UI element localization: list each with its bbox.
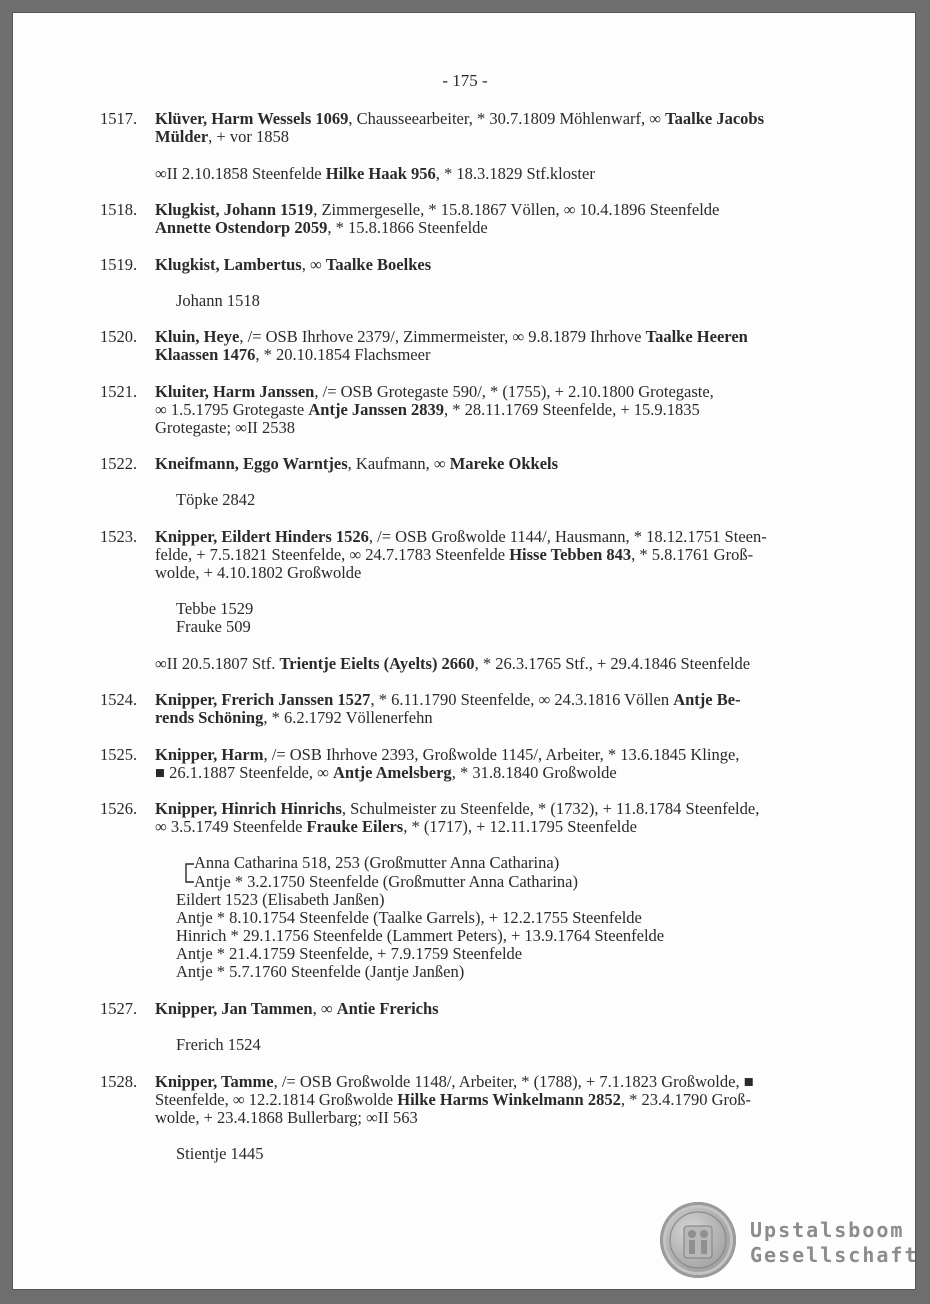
entry-name-bold: Klaassen 1476 (155, 345, 256, 364)
entry-line (155, 1073, 865, 1091)
entry-text (155, 1073, 865, 1127)
entry-text-segment: Grotegaste; ∞II 2538 (155, 418, 296, 437)
entry-text-segment: , * 6.2.1792 Völlenerfehn (263, 708, 433, 727)
entry-name-bold: Trientje Eielts (Ayelts) 2660 (279, 654, 475, 673)
child-entry: Antje * 21.4.1759 Steenfelde, + 7.9.1759 Steenfelde (176, 944, 523, 963)
entry-text (155, 1000, 865, 1018)
entry-name-bold: Knipper, Jan Tammen (155, 999, 313, 1018)
entry-name-bold: Mülder (155, 127, 209, 146)
entry-line (155, 528, 865, 546)
entry-text-segment: , * 23.4.1790 Groß- (620, 1090, 751, 1109)
entry-text (155, 383, 865, 437)
entry-text (155, 746, 865, 782)
entry-line (155, 256, 865, 274)
entry-text-segment: , * 5.8.1761 Groß- (631, 545, 754, 564)
brand-name-line1: Upstalsboom (750, 1218, 905, 1242)
entry-line (155, 383, 865, 401)
entry-text-segment: ∞II 2.10.1858 Steenfelde (155, 164, 326, 183)
entry-text-segment: , Zimmergeselle, * 15.8.1867 Völlen, ∞ 10.4.1896 Steenfelde (313, 200, 720, 219)
entry-text (155, 691, 865, 727)
entry-name-bold: Antie Frerichs (336, 999, 439, 1018)
entry-number: 1521. (100, 382, 138, 401)
entry-name-bold: Klüver, Harm Wessels 1069 (155, 109, 349, 128)
entry-text-segment: , * 26.3.1765 Stf., + 29.4.1846 Steenfelde (474, 654, 751, 673)
entry-text-segment: , + vor 1858 (208, 127, 289, 146)
entry-text-segment: , * 15.8.1866 Steenfelde (327, 218, 488, 237)
entry-text-segment: , /= OSB Grotegaste 590/, * (1755), + 2.10.1800 Grotegaste, (314, 382, 714, 401)
entry-text (155, 800, 865, 836)
entry-line (155, 1109, 865, 1127)
entry-text (155, 165, 865, 183)
entry-line (155, 401, 865, 419)
entry-name-bold: Knipper, Hinrich Hinrichs (155, 799, 342, 818)
entry-text-segment: , /= OSB Ihrhove 2393, Großwolde 1145/, Arbeiter, * 13.6.1845 Klinge, (263, 745, 740, 764)
entry-number: 1527. (100, 999, 138, 1018)
child-entry: Eildert 1523 (Elisabeth Janßen) (176, 890, 385, 909)
entry-text-segment: , ∞ (312, 999, 337, 1018)
entry-name-bold: Knipper, Harm (155, 745, 264, 764)
entry-text-segment: ∞II 20.5.1807 Stf. (155, 654, 280, 673)
entry-text-segment: , * (1717), + 12.11.1795 Steenfelde (403, 817, 637, 836)
entry-number: 1517. (100, 109, 138, 128)
entry-line (155, 546, 865, 564)
entry-number: 1522. (100, 454, 138, 473)
entry-text (155, 201, 865, 237)
entry-name-bold: Klugkist, Lambertus (155, 255, 302, 274)
child-entry: Antje * 8.10.1754 Steenfelde (Taalke Garrels), + 12.2.1755 Steenfelde (176, 908, 642, 927)
child-entry: Antje * 3.2.1750 Steenfelde (Großmutter Anna Catharina) (194, 872, 578, 891)
entry-name-bold: Hilke Harms Winkelmann 2852 (397, 1090, 621, 1109)
entry-line (155, 219, 865, 237)
child-entry: Johann 1518 (176, 291, 260, 310)
entry-name-bold: Taalke Jacobs (665, 109, 765, 128)
entry-number: 1526. (100, 799, 138, 818)
entry-name-bold: Hisse Tebben 843 (509, 545, 632, 564)
entry-text-segment: wolde, + 23.4.1868 Bullerbarg; ∞II 563 (155, 1108, 418, 1127)
page-number: - 175 - (442, 71, 488, 90)
entry-name-bold: Taalke Boelkes (325, 255, 432, 274)
entry-name-bold: Klugkist, Johann 1519 (155, 200, 314, 219)
child-entry: Anna Catharina 518, 253 (Großmutter Anna Catharina) (194, 853, 560, 872)
entry-text-segment: , /= OSB Großwolde 1144/, Hausmann, * 18.12.1751 Steen- (368, 527, 767, 546)
entry-text-segment: , * 31.8.1840 Großwolde (451, 763, 617, 782)
entry-line (155, 655, 865, 673)
entry-text-segment: , * 20.10.1854 Flachsmeer (255, 345, 431, 364)
entry-name-bold: Mareke Okkels (449, 454, 559, 473)
entry-name-bold: Frauke Eilers (306, 817, 404, 836)
entry-text-segment: , /= OSB Großwolde 1148/, Arbeiter, * (1788), + 7.1.1823 Großwolde, ■ (273, 1072, 754, 1091)
entry-text-segment: , * 28.11.1769 Steenfelde, + 15.9.1835 (444, 400, 700, 419)
twin-bracket-icon (184, 862, 196, 884)
child-entry: Töpke 2842 (176, 490, 256, 509)
entry-text-segment: , Kaufmann, ∞ (347, 454, 450, 473)
entry-line (155, 419, 865, 437)
child-entry: Stientje 1445 (176, 1144, 264, 1163)
entry-name-bold: Knipper, Frerich Janssen 1527 (155, 690, 371, 709)
entry-line (155, 1000, 865, 1018)
entry-number: 1525. (100, 745, 138, 764)
entry-name-bold: Kluin, Heye (155, 327, 240, 346)
entry-name-bold: Kneifmann, Eggo Warntjes (155, 454, 348, 473)
entry-line (155, 165, 865, 183)
entry-name-bold: Antje Amelsberg (333, 763, 452, 782)
entry-number: 1524. (100, 690, 138, 709)
entry-name-bold: Kluiter, Harm Janssen (155, 382, 315, 401)
entry-text-segment: ■ 26.1.1887 Steenfelde, ∞ (155, 763, 333, 782)
entry-text-segment: ∞ 1.5.1795 Grotegaste (155, 400, 309, 419)
entry-name-bold: Knipper, Eildert Hinders 1526 (155, 527, 369, 546)
entry-line (155, 128, 865, 146)
entry-line (155, 564, 865, 582)
entry-text-segment: , * 18.3.1829 Stf.kloster (435, 164, 595, 183)
entry-name-bold: Annette Ostendorp 2059 (155, 218, 328, 237)
entry-text (155, 655, 865, 673)
entry-line (155, 800, 865, 818)
entry-text-segment: , Schulmeister zu Steenfelde, * (1732), + 11.8.1784 Steenfelde, (341, 799, 760, 818)
entry-number: 1520. (100, 327, 138, 346)
entry-name-bold: Antje Janssen 2839 (308, 400, 445, 419)
entry-number: 1523. (100, 527, 138, 546)
entry-name-bold: Antje Be- (673, 690, 741, 709)
entry-text (155, 256, 865, 274)
entry-text (155, 328, 865, 364)
entry-text-segment: , /= OSB Ihrhove 2379/, Zimmermeister, ∞ 9.8.1879 Ihrhove (239, 327, 646, 346)
entry-name-bold: rends Schöning (155, 708, 264, 727)
entry-number: 1519. (100, 255, 138, 274)
entry-text-segment: ∞ 3.5.1749 Steenfelde (155, 817, 307, 836)
entry-name-bold: Taalke Heeren (645, 327, 748, 346)
entry-name-bold: Knipper, Tamme (155, 1072, 274, 1091)
child-entry: Frauke 509 (176, 617, 251, 636)
entry-name-bold: Hilke Haak 956 (325, 164, 436, 183)
entry-text-segment: felde, + 7.5.1821 Steenfelde, ∞ 24.7.1783 Steenfelde (155, 545, 510, 564)
entry-text-segment: , Chausseearbeiter, * 30.7.1809 Möhlenwarf, ∞ (348, 109, 666, 128)
entry-line (155, 818, 865, 836)
entry-text (155, 528, 865, 582)
entry-text-segment: , * 6.11.1790 Steenfelde, ∞ 24.3.1816 Völlen (370, 690, 674, 709)
entry-number: 1528. (100, 1072, 138, 1091)
entry-line (155, 691, 865, 709)
entry-text-segment: wolde, + 4.10.1802 Großwolde (155, 563, 362, 582)
child-entry: Hinrich * 29.1.1756 Steenfelde (Lammert Peters), + 13.9.1764 Steenfelde (176, 926, 665, 945)
entry-line (155, 746, 865, 764)
seal-logo-icon (660, 1202, 736, 1278)
entry-line (155, 328, 865, 346)
brand-name-line2: Gesellschaft (750, 1243, 919, 1267)
entry-text-segment: , ∞ (301, 255, 326, 274)
entry-line (155, 201, 865, 219)
child-entry: Tebbe 1529 (176, 599, 254, 618)
entry-line (155, 764, 865, 782)
entry-text-segment: Steenfelde, ∞ 12.2.1814 Großwolde (155, 1090, 398, 1109)
child-entry: Frerich 1524 (176, 1035, 261, 1054)
entry-line (155, 346, 865, 364)
entry-line (155, 110, 865, 128)
entry-line (155, 455, 865, 473)
entry-number: 1518. (100, 200, 138, 219)
entry-line (155, 709, 865, 727)
entry-text (155, 110, 865, 146)
entry-text (155, 455, 865, 473)
child-entry: Antje * 5.7.1760 Steenfelde (Jantje Janßen) (176, 962, 465, 981)
entry-line (155, 1091, 865, 1109)
